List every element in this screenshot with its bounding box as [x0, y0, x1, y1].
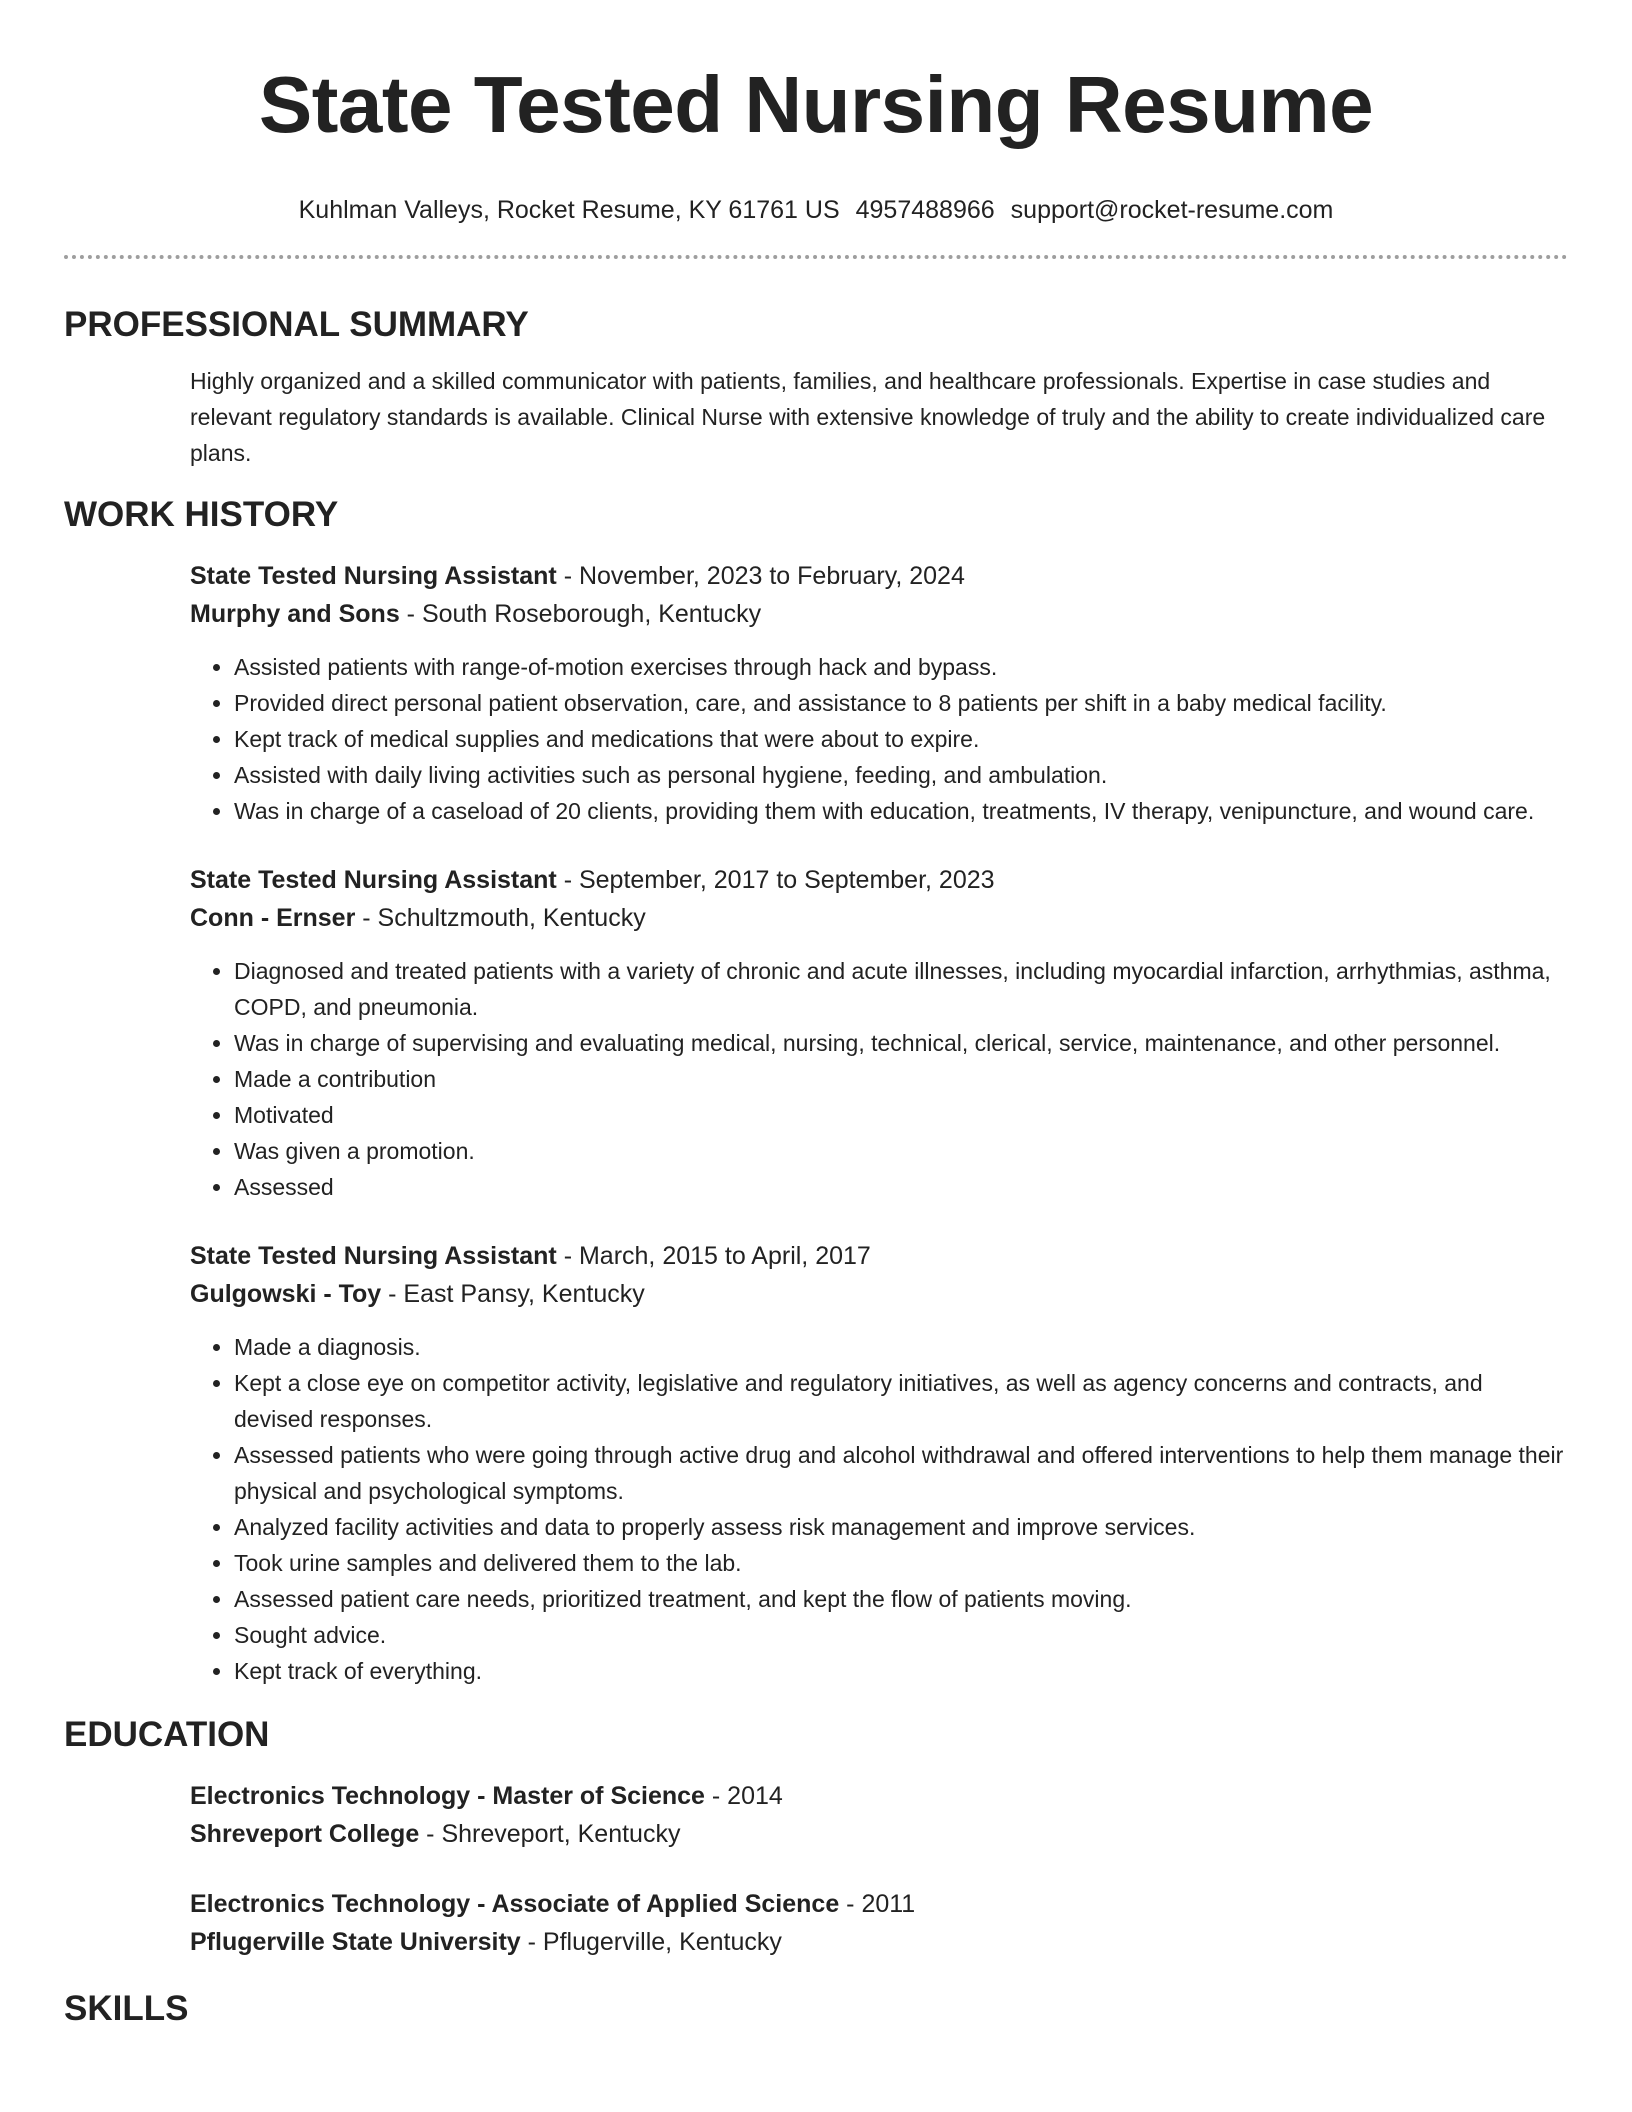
job-title: State Tested Nursing Assistant: [190, 562, 557, 590]
job-bullets: [190, 649, 1568, 829]
job-title: State Tested Nursing Assistant: [190, 866, 557, 894]
job-dates: - November, 2023 to February, 2024: [556, 562, 965, 590]
job-bullet: • Was in charge of a caseload of 20 clients, providing them with education, treatments, IV therapy, venipuncture, and wound care.: [234, 793, 1568, 829]
job-title-line: [190, 557, 1568, 595]
job-bullet: • Analyzed facility activities and data to properly assess risk management and improve services.: [234, 1509, 1568, 1545]
job-title-line: [190, 1237, 1568, 1275]
education-school-line: [190, 1923, 1568, 1961]
education-year: - 2011: [839, 1890, 916, 1918]
education-entry: [190, 1777, 1568, 1853]
job-bullet: • Motivated: [234, 1097, 1568, 1133]
job-bullet: • Assessed patients who were going through active drug and alcohol withdrawal and offered interventions to help them manage their physical and psychological symptoms.: [234, 1437, 1568, 1509]
summary-text: Highly organized and a skilled communicator with patients, families, and healthcare professionals. Expertise in case studies and relevant regulatory standards is available. Clinical Nurse with extensive knowledge of truly and the ability to create individualized care plans.: [190, 368, 1546, 466]
job-company-line: [190, 1275, 1568, 1313]
resume-title: State Tested Nursing Resume: [258, 60, 1374, 149]
education-school-line: [190, 1815, 1568, 1853]
education-degree-line: [190, 1885, 1568, 1923]
job-bullet: • Diagnosed and treated patients with a variety of chronic and acute illnesses, including myocardial infarction, arrhythmias, asthma, COPD, and pneumonia.: [234, 953, 1568, 1025]
job-bullet: • Assisted with daily living activities such as personal hygiene, feeding, and ambulation.: [234, 757, 1568, 793]
job-bullets: [190, 1329, 1568, 1689]
job-bullet: • Sought advice.: [234, 1617, 1568, 1653]
job-dates: - September, 2017 to September, 2023: [556, 866, 995, 894]
education-heading: EDUCATION: [64, 1715, 270, 1754]
job-company-line: [190, 899, 1568, 937]
job-dates: - March, 2015 to April, 2017: [556, 1242, 871, 1270]
resume-page: [64, 0, 1568, 2031]
job-entry: [190, 557, 1568, 829]
job-bullet: • Made a contribution: [234, 1061, 1568, 1097]
job-title-line: [190, 861, 1568, 899]
education-entry: [190, 1885, 1568, 1961]
education-school: Pflugerville State University: [190, 1928, 521, 1956]
education-degree-line: [190, 1777, 1568, 1815]
job-company: Murphy and Sons: [190, 600, 400, 628]
contact-phone: 4957488966: [855, 196, 995, 224]
job-bullet: • Assessed: [234, 1169, 1568, 1205]
job-bullet: • Kept track of everything.: [234, 1653, 1568, 1689]
job-bullet: • Was in charge of supervising and evaluating medical, nursing, technical, clerical, service, maintenance, and other personnel.: [234, 1025, 1568, 1061]
work-history-heading: WORK HISTORY: [64, 495, 339, 534]
job-bullet: • Made a diagnosis.: [234, 1329, 1568, 1365]
education-degree: Electronics Technology - Associate of Applied Science: [190, 1890, 840, 1918]
contact-line: [64, 195, 1568, 225]
skills-heading: SKILLS: [64, 1989, 189, 2028]
contact-email: support@rocket-resume.com: [1010, 196, 1334, 224]
job-location: - East Pansy, Kentucky: [381, 1280, 645, 1308]
job-location: - South Roseborough, Kentucky: [399, 600, 762, 628]
job-bullets: [190, 953, 1568, 1205]
job-bullet: • Assessed patient care needs, prioritized treatment, and kept the flow of patients moving.: [234, 1581, 1568, 1617]
job-bullet: • Took urine samples and delivered them to the lab.: [234, 1545, 1568, 1581]
education-location: - Pflugerville, Kentucky: [520, 1928, 782, 1956]
job-bullet: • Assisted patients with range-of-motion exercises through hack and bypass.: [234, 649, 1568, 685]
education-year: - 2014: [704, 1782, 783, 1810]
job-bullet: • Kept a close eye on competitor activity, legislative and regulatory initiatives, as well as agency concerns and contracts, and devised responses.: [234, 1365, 1568, 1437]
job-title: State Tested Nursing Assistant: [190, 1242, 557, 1270]
job-company: Gulgowski - Toy: [190, 1280, 382, 1308]
education-location: - Shreveport, Kentucky: [419, 1820, 681, 1848]
education-degree: Electronics Technology - Master of Science: [190, 1782, 705, 1810]
job-entry: [190, 861, 1568, 1205]
header-divider: [64, 255, 1568, 259]
contact-address: Kuhlman Valleys, Rocket Resume, KY 61761 US: [298, 196, 840, 224]
job-entry: [190, 1237, 1568, 1689]
summary-heading: PROFESSIONAL SUMMARY: [64, 305, 529, 344]
job-company: Conn - Ernser: [190, 904, 356, 932]
job-bullet: • Kept track of medical supplies and medications that were about to expire.: [234, 721, 1568, 757]
summary-section: [190, 363, 1568, 471]
job-bullet: • Provided direct personal patient observation, care, and assistance to 8 patients per shift in a baby medical facility.: [234, 685, 1568, 721]
job-company-line: [190, 595, 1568, 633]
education-school: Shreveport College: [190, 1820, 420, 1848]
job-bullet: • Was given a promotion.: [234, 1133, 1568, 1169]
job-location: - Schultzmouth, Kentucky: [355, 904, 646, 932]
